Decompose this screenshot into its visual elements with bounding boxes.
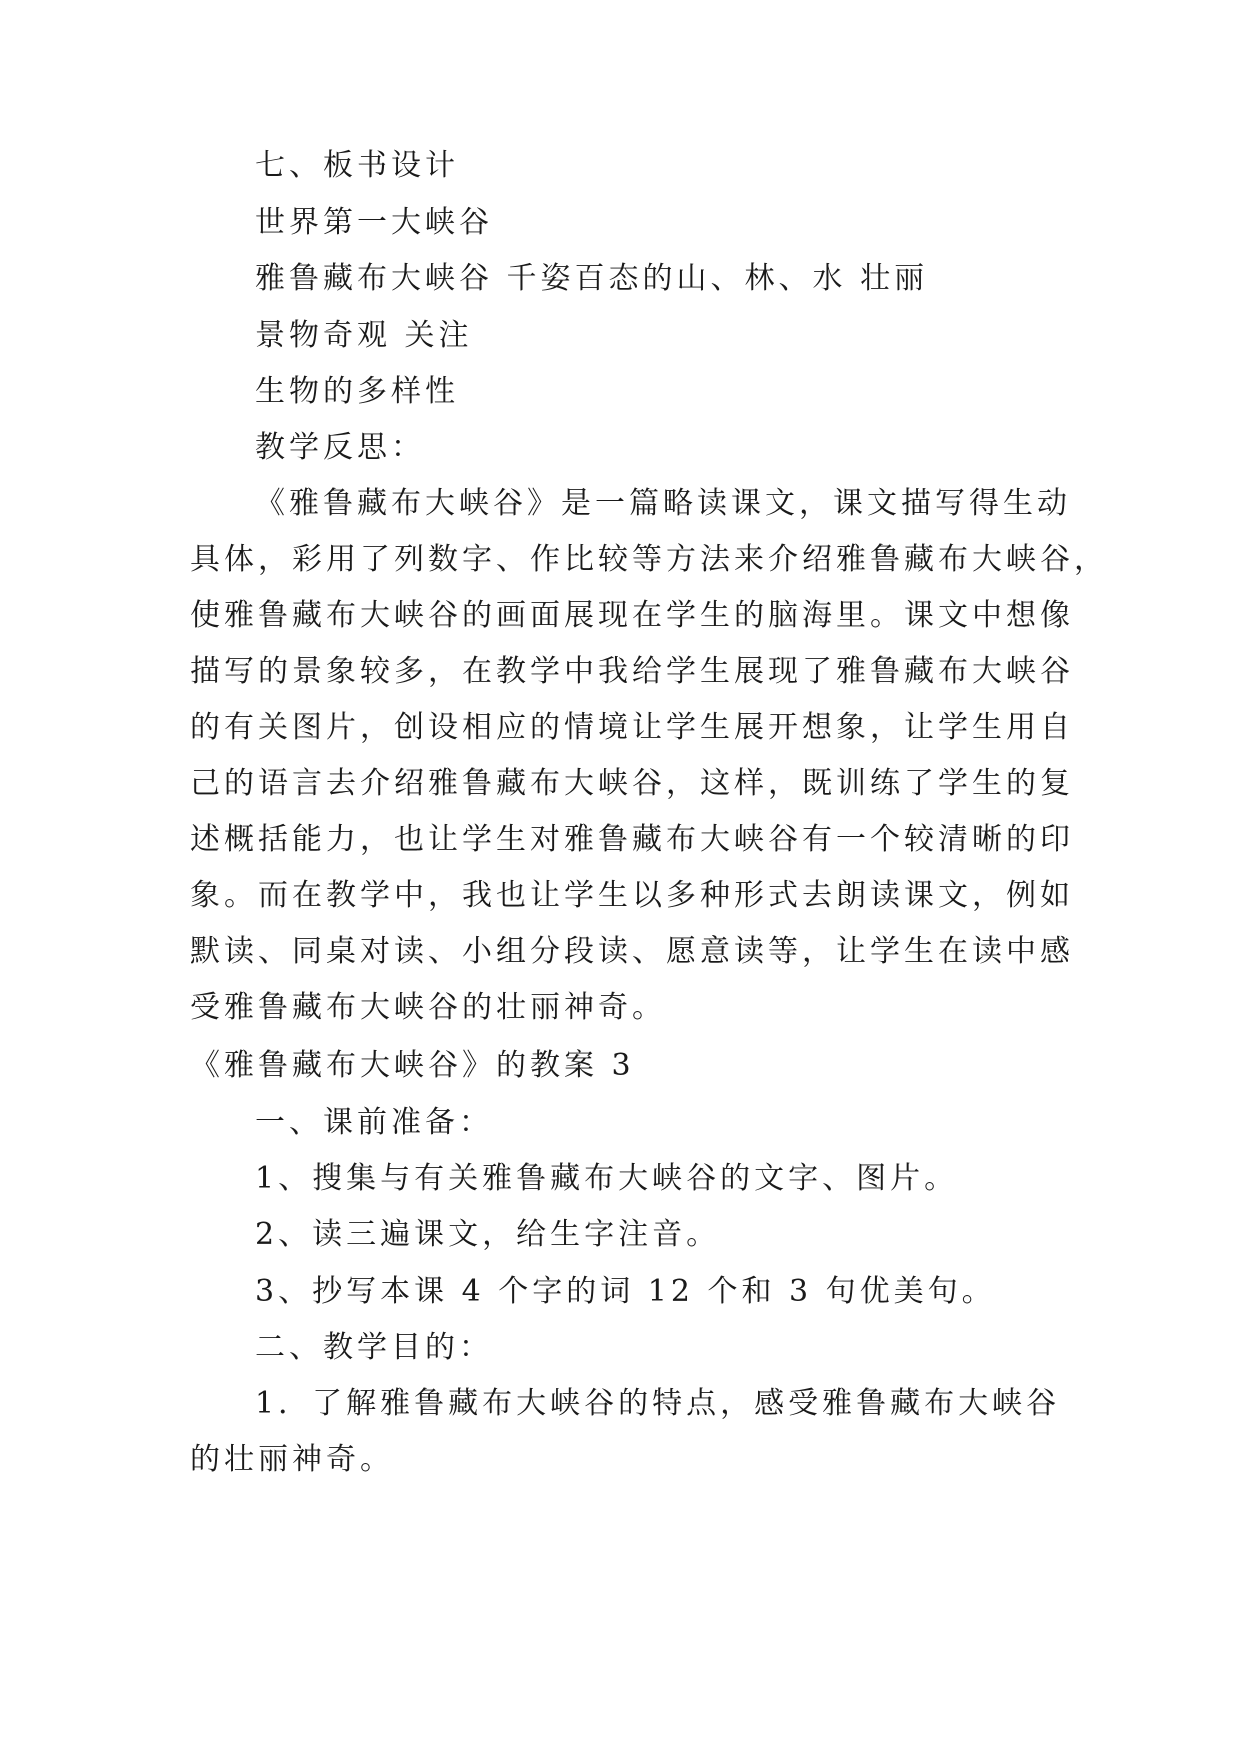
paragraph-line: 描写的景象较多，在教学中我给学生展现了雅鲁藏布大峡谷 <box>190 654 1074 689</box>
heading-preparation: 一、课前准备： <box>255 1105 493 1140</box>
paragraph-line: 己的语言去介绍雅鲁藏布大峡谷，这样，既训练了学生的复 <box>190 766 1074 801</box>
paragraph-line: 受雅鲁藏布大峡谷的壮丽神奇。 <box>190 990 666 1025</box>
list-item: 1、搜集与有关雅鲁藏布大峡谷的文字、图片。 <box>255 1161 959 1196</box>
board-line: 世界第一大峡谷 <box>255 205 493 240</box>
paragraph-line: 《雅鲁藏布大峡谷》是一篇略读课文，课文描写得生动 <box>255 486 1071 521</box>
paragraph-line: 的有关图片，创设相应的情境让学生展开想象，让学生用自 <box>190 710 1074 745</box>
heading-teaching-reflection: 教学反思： <box>255 430 425 465</box>
paragraph-line: 默读、同桌对读、小组分段读、愿意读等，让学生在读中感 <box>190 934 1074 969</box>
paragraph-line: 的壮丽神奇。 <box>190 1442 394 1477</box>
paragraph-line: 1．了解雅鲁藏布大峡谷的特点，感受雅鲁藏布大峡谷 <box>255 1386 1061 1421</box>
paragraph-line: 象。而在教学中，我也让学生以多种形式去朗读课文，例如 <box>190 878 1074 913</box>
board-line: 雅鲁藏布大峡谷 千姿百态的山、林、水 壮丽 <box>255 261 929 296</box>
list-item: 2、读三遍课文，给生字注音。 <box>255 1217 721 1252</box>
heading-objectives: 二、教学目的： <box>255 1330 493 1365</box>
heading-blackboard-design: 七、板书设计 <box>255 148 459 183</box>
paragraph-line: 使雅鲁藏布大峡谷的画面展现在学生的脑海里。课文中想像 <box>190 598 1074 633</box>
board-line: 生物的多样性 <box>255 374 459 409</box>
list-item: 3、抄写本课 4 个字的词 12 个和 3 句优美句。 <box>255 1274 996 1309</box>
paragraph-line: 具体，彩用了列数字、作比较等方法来介绍雅鲁藏布大峡谷， <box>190 542 1108 577</box>
board-line: 景物奇观 关注 <box>255 318 473 353</box>
paragraph-line: 述概括能力，也让学生对雅鲁藏布大峡谷有一个较清晰的印 <box>190 822 1074 857</box>
section-title: 《雅鲁藏布大峡谷》的教案 3 <box>190 1048 635 1083</box>
